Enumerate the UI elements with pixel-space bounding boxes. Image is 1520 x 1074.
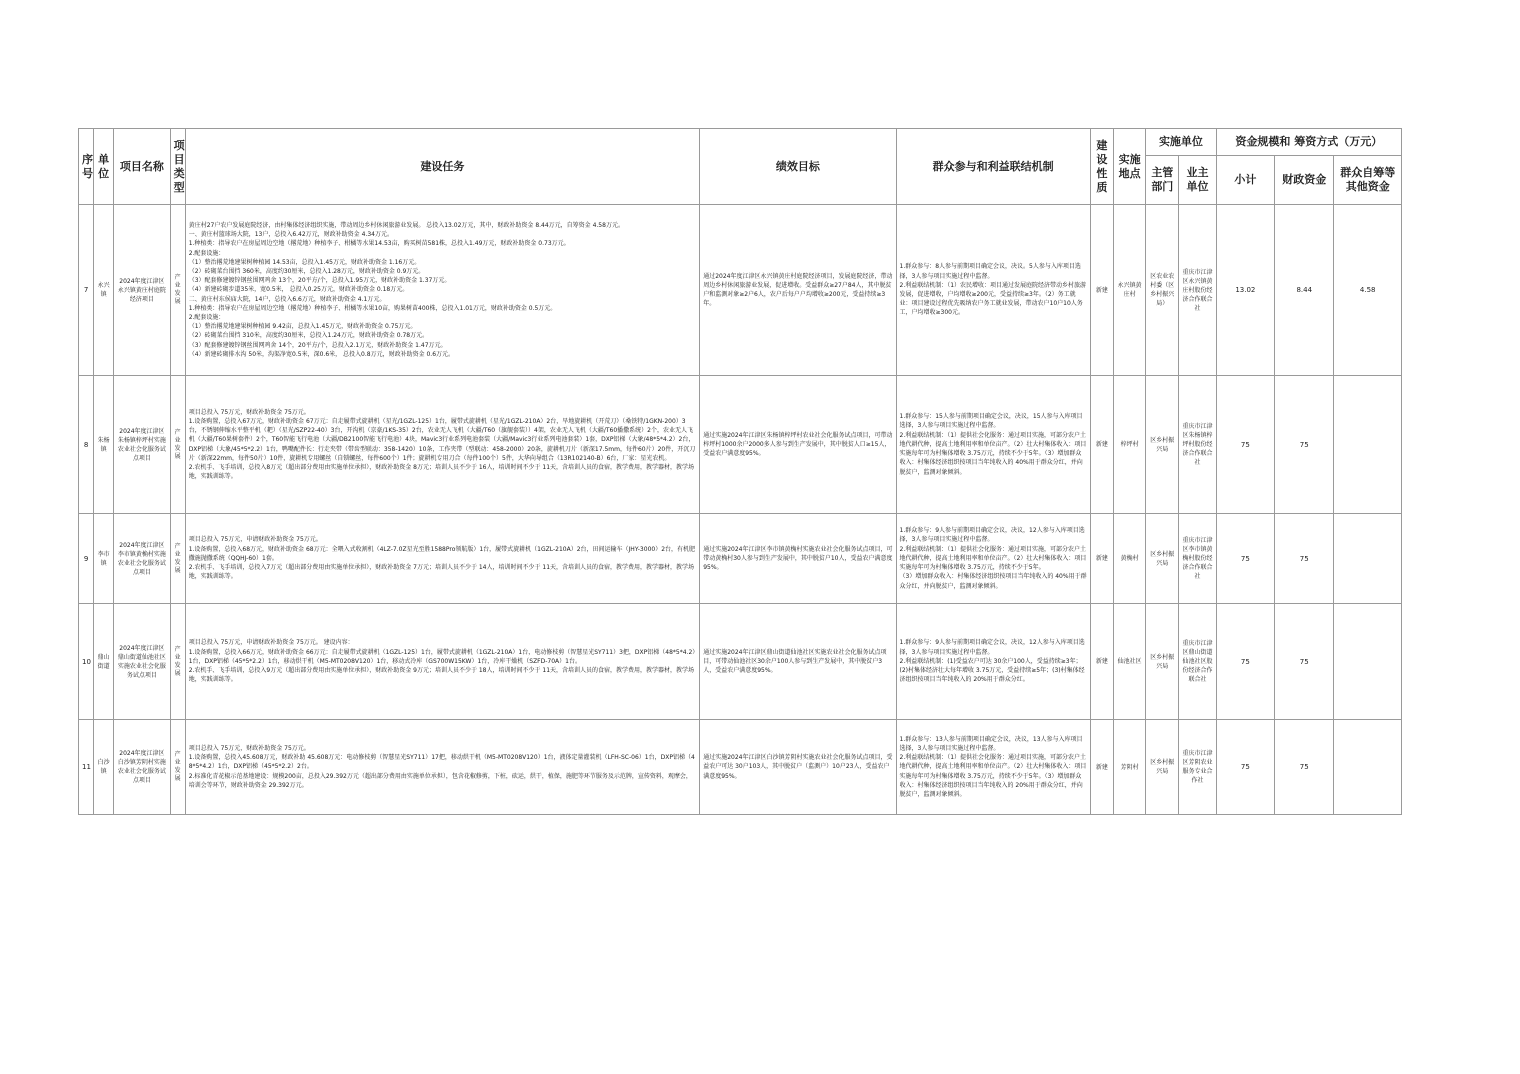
mechanism-line: 1.群众参与：13人参与前期项目确定会议，决议，13人参与入库项目选择，3人参与项目实施过程中监督。 (899, 735, 1083, 752)
header-mechanism: 群众参与和利益联结机制 (896, 129, 1090, 205)
cell-owner: 重庆市江津区永兴镇黄庄村股份经济合作联合社 (1179, 205, 1216, 376)
cell-subtotal: 75 (1216, 720, 1274, 815)
header-location: 实施地点 (1113, 129, 1145, 205)
task-line: 项目总投入 75万元，财政补助资金 75万元。 (188, 744, 310, 752)
cell-self-raised (1334, 514, 1402, 604)
header-impl-group: 实施单位 (1146, 129, 1216, 156)
table-body (79, 205, 1402, 815)
cell-project-type-char: 展 (174, 566, 181, 574)
cell-project-type-char: 发 (174, 661, 181, 669)
cell-fiscal: 8.44 (1275, 205, 1334, 376)
cell-self-raised (1334, 376, 1402, 514)
cell-project-name: 2024年度江津区白沙镇芳阴村实施农业社会化服务试点项目 (114, 720, 170, 815)
task-line: （2）砖砌菜台围挡 310米，高度约30厘米，总投入1.24万元，财政补助资金 0.78万元。 (188, 332, 429, 340)
task-line: 二、黄庄村东侯庙大院，14户，总投入6.6万元，财政补助资金 4.1万元。 (188, 295, 386, 303)
mechanism-line: （3）增加群众收入：村集体经济组织按项目当年纯收入的 40%用于群众分红，并向脱贫户，监测对象倾斜。 (899, 573, 1087, 590)
cell-project-type-char: 产 (174, 428, 181, 436)
cell-project-type-char: 业 (174, 282, 181, 289)
cell-project-type-char: 产 (174, 542, 181, 550)
cell-task (185, 205, 700, 376)
cell-self-raised (1334, 604, 1402, 720)
task-line: 项目总投入 75万元，申请财政补助资金 75万元。 建设内容： (188, 639, 354, 647)
cell-project-type-char: 产 (174, 751, 181, 758)
cell-project-type-char: 发 (174, 767, 181, 774)
cell-task (185, 514, 700, 604)
task-line: 项目总投入 75万元，申请财政补助资金 75万元。 (188, 536, 322, 544)
header-project-name: 项目名称 (114, 129, 170, 205)
mechanism-line: 2.利益联结机制：（1）提供社会化服务：通过项目实施，可部分农户土地代耕代种，提高土地利用率和单位亩产。（2）壮大村集体收入：项目实施每年可为村集体增收 3.75万元，持续不少于5年。（3）增加群众收入：村集体经济组织按项目当年纯收入的 40%用于群众分红，并向脱贫户，监测对象倾斜。 (899, 431, 1087, 476)
table-row (79, 720, 1402, 815)
mechanism-line: 2.利益联结机制：（1）农民增收：项目通过发展庭院经济带动乡村旅游发展，促进增收，户均增收≥200元，受益持续≥3年。（2）务工就业：项目建设过程优先吸纳农户务工就业发展，带动农户10户10人务工，户均增收≥300元。 (899, 281, 1087, 317)
cell-location: 芳阴村 (1113, 720, 1145, 815)
task-line: 2.农机手、飞手培训，总投入8万元（超出部分费用由实施单位承担），财政补助资金 8万元；培训人员不少于 16人，培训时间不少于 11天，含培训人员的食宿，教学费用，教学器材，教学场地，实践训练等。 (188, 463, 695, 481)
cell-location: 黄桷村 (1113, 514, 1145, 604)
table-row (79, 376, 1402, 514)
cell-nature: 新建 (1090, 376, 1113, 514)
task-line: （1）整治撂荒地建果树种植园 14.53亩，总投入1.45万元，财政补助资金 1.16万元。 (188, 258, 421, 266)
mechanism-line: 2.利益联结机制：（1）提供社会化服务：通过项目实施，可部分农户土地代耕代种，提高土地利用率和单位亩产。（2）壮大村集体收入：项目实施每年可为村集体增收 3.75万元，持续不少于5年。（3）增加群众收入：村集体经济组织按项目当年纯收入的 20%用于群众分红，并向脱贫户，监测对象倾斜。 (899, 754, 1087, 798)
task-line: 1.设备购置，总投入68万元，财政补助资金 68万元：全喂入式收割机（4LZ-7.0Z星光至胜1588Pro领航版）1台，履带式旋耕机（1GZL-210A）2台，田间运输车（JHY-3000）2台，有机肥撒施抛撒系统（QQHJ-60）1套。 (188, 545, 696, 562)
task-line: 2.农机手、飞手培训，总投入7万元（超出部分费用由实施单位承担），财政补助资金 7万元；培训人员不少于 14人，培训时间不少于 11天，含培训人员的食宿，教学费用，教学器材，教学场地，实践训练等。 (188, 564, 695, 581)
cell-dept: 区农业农村委（区乡村振兴局） (1146, 205, 1179, 376)
mechanism-line: 2.利益联结机制：(1)受益农户可达 30余户100人，受益持续≥3年；(2)村集体经济壮大每年增收 3.75万元，受益持续≥5年；(3)村集体经济组织按项目当年纯收入的 20%用于群众分红。 (899, 657, 1085, 684)
cell-unit: 李市镇 (94, 514, 114, 604)
table-row (79, 604, 1402, 720)
cell-project-type (170, 604, 185, 720)
header-owner: 业主单位 (1179, 155, 1216, 204)
table-row (79, 205, 1402, 376)
cell-project-type-char: 展 (174, 298, 181, 305)
cell-project-type-char: 业 (174, 550, 181, 558)
cell-project-type-char: 发 (174, 290, 181, 297)
cell-unit: 鼎山街道 (94, 604, 114, 720)
mechanism-line: 1.群众参与：15人参与前期项目确定会议，决议，15人参与入库项目选择，3人参与项目实施过程中监督。 (899, 413, 1083, 430)
cell-subtotal: 13.02 (1216, 205, 1274, 376)
cell-fiscal: 75 (1275, 720, 1334, 815)
cell-unit: 白沙镇 (94, 720, 114, 815)
task-line: 1.设备购置，总投入66万元，财政补助资金 66万元：自走履带式旋耕机（1GZL-125）1台，履带式旋耕机（1GZL-210A）1台，电动修枝剪（智慧星光SY711）3把，DXP铝梯（48*5*4.2）1台，DXP铝梯（45*5*2.2）1台，移动烘干机（M5-MT0208V120）1台，移动式冷库（GS700W15KW）1台，冷库干燥机（SZFD-70A）1台。 (188, 648, 696, 665)
task-line: （4）新建砖砌步道35米，宽0.5米， 总投入0.25万元，财政补助资金 0.18万元。 (188, 286, 409, 294)
cell-fiscal: 75 (1275, 376, 1334, 514)
cell-task (185, 604, 700, 720)
cell-self-raised (1334, 720, 1402, 815)
cell-project-type-char: 展 (174, 452, 181, 460)
mechanism-line: 2.利益联结机制：（1）提供社会化服务：通过项目实施，可部分农户土地代耕代种，提高土地利用率和单位亩产。（2）壮大村集体收入：项目实施每年可为村集体增收 3.75万元，持续不少于5年。 (899, 545, 1087, 572)
cell-project-type-char: 发 (174, 558, 181, 566)
cell-location: 梓坪村 (1113, 376, 1145, 514)
cell-project-type-char: 业 (174, 759, 181, 766)
task-line: 2.农机手、飞手培训，总投入9万元（超出部分费用由实施单位承担），财政补助资金 9万元；培训人员不少于 18人，培训时间不少于 11天，含培训人员的食宿，教学费用，教学器材，教学场地，实践训练等。 (188, 667, 695, 684)
cell-project-type (170, 376, 185, 514)
cell-nature: 新建 (1090, 720, 1113, 815)
task-line: 项目总投入 75万元，财政补助资金 75万元。 (188, 408, 310, 416)
cell-project-type-char: 发 (174, 444, 181, 452)
cell-dept: 区乡村振兴局 (1146, 376, 1179, 514)
cell-unit: 朱杨镇 (94, 376, 114, 514)
task-line: 1.种植类：指导农户在房屋周边空地（撂荒地）种植李子、柑橘等水果10亩，购果树苗400株，总投入1.01万元，财政补助资金 0.5万元。 (188, 304, 557, 312)
cell-fiscal: 75 (1275, 604, 1334, 720)
cell-self-raised: 4.58 (1334, 205, 1402, 376)
cell-project-type-char: 业 (174, 653, 181, 661)
cell-seq: 7 (79, 205, 94, 376)
cell-nature: 新建 (1090, 604, 1113, 720)
cell-seq: 9 (79, 514, 94, 604)
cell-nature: 新建 (1090, 514, 1113, 604)
cell-owner: 重庆市江津区鼎山街道仙池社区股份经济合作联合社 (1179, 604, 1216, 720)
header-nature: 建设性质 (1090, 129, 1113, 205)
header-unit: 单位 (94, 129, 114, 205)
cell-project-name: 2024年度江津区永兴镇黄庄村庭院经济项目 (114, 205, 170, 376)
cell-subtotal: 75 (1216, 604, 1274, 720)
cell-project-type-char: 展 (174, 775, 181, 782)
cell-project-name: 2024年度江津区鼎山街道仙池社区实施农业社会化服务试点项目 (114, 604, 170, 720)
cell-location: 永兴镇黄庄村 (1113, 205, 1145, 376)
cell-mechanism (896, 205, 1090, 376)
task-line: 一、黄庄村篮球场大院，13户，总投入6.42万元，财政补助资金 4.34万元。 (188, 231, 393, 239)
task-line: 2.标准化青花椒示范基地建设：规模200亩，总投入29.392万元（超出部分费用由实施单位承担），包含花椒修剪，下桩，砍运，烘干，植保，施肥等环节服务及示范牌，宣传资料，观摩会，培训会等环节，财政补助资金 29.392万元。 (188, 772, 692, 789)
task-line: 黄庄村27户农户发展庭院经济，由村集体经济组织实施，带动周边乡村休闲旅游业发展。 总投入13.02万元，其中，财政补助资金 8.44万元，自筹资金 4.58万元。 (188, 221, 624, 229)
cell-goal: 通过实施2024年江津区朱杨镇梓坪村农业社会化服务试点项目，可带动梓坪村1000余户2000多人参与到生产发展中，其中脱贫人口≥15人，受益农户满意度95%。 (700, 376, 896, 514)
header-project-type: 项目类型 (170, 129, 185, 205)
cell-seq: 11 (79, 720, 94, 815)
cell-goal: 通过2024年度江津区永兴镇黄庄村庭院经济项目，发展庭院经济，带动周边乡村休闲旅游业发展，促进增收。受益群众≥27户84人，其中脱贫户和监测对象≥2户6人，农户后每户户均增收≥200元，受益持续≥3年。 (700, 205, 896, 376)
task-line: （4）新建砖砌排水沟 50米，沟渠净宽0.5米，深0.6米， 总投入0.8万元，财政补助资金 0.6万元。 (188, 350, 455, 358)
header-self-raised: 群众自筹等其他资金 (1334, 155, 1402, 204)
cell-project-type-char: 展 (174, 669, 181, 677)
cell-owner: 重庆市江津区芳阴农业服务专业合作社 (1179, 720, 1216, 815)
cell-location: 仙池社区 (1113, 604, 1145, 720)
cell-mechanism (896, 514, 1090, 604)
task-line: 1.设备购置，总投入67万元，财政补助资金 67万元：自走履带式旋耕机（星光/1GZL-125）1台，履带式旋耕机（星光/1GZL-210A）2台，旱地旋耕机（开荒刀）（桑铁特/1GKN-200）3台，不锈钢伸缩水平整平机（耙）（星光/SZP22-40）3台，开沟机（京豪/1KS-35）2台，农业无人飞机（大疆/T60（旗舰套装））4架，农业无人飞机（大疆/T60播撒系统）2个，农业无人飞机（大疆/T60果树套件）2个，T60智能飞行电池（大疆/DB2100智能飞行电池）4块，Mavic3行业系列电池套装（大疆/Mavic3行业系列电池套装）1套，DXP铝梯（大象/48*5*4.2）2台，DXP铝梯（大象/45*5*2.2）1台，鸭嘴配件长：行走夹带（带齿型联动：358-1420）10条，工作夹带（型联动：458-2000）20条，旋耕机刀片（新深17.5mm，每件60片）20件，开沉刀片（新深22mm，每件50片）10件，旋耕机专用螺丝（自锁螺丝，每件600个）1件；旋耕机专用刀合（每件100个）5件，大华向导组合（13R102140-B）6台，厂家：星光农机。 (188, 417, 696, 462)
cell-mechanism (896, 604, 1090, 720)
cell-project-name: 2024年度江津区李市镇黄桷村实施农业社会化服务试点项目 (114, 514, 170, 604)
header-dept: 主管部门 (1146, 155, 1179, 204)
task-line: 2.配套设施： (188, 314, 225, 321)
cell-project-type-char: 产 (174, 274, 181, 281)
task-line: 1.种植类：指导农户在房屋周边空地（撂荒地）种植李子、柑橘等水果14.53亩，购买树苗581株，总投入1.49万元，财政补助资金 0.73万元。 (188, 240, 570, 248)
task-line: 1.设备购置，总投入45.608万元，财政补助 45.608万元：电动修枝剪（智慧星光SY711）17把，移动烘干机（M5-MT0208V120）1台，液体定量灌装机（LFH-SC-06）1台，DXP铝梯（48*5*4.2）1台，DXP铝梯（45*5*2.2）2台。 (188, 754, 695, 771)
cell-goal: 通过实施2024年江津区白沙镇芳阴村实施农业社会化服务试点项目，受益农户可达 30户103人，其中脱贫户（监测户）10户23人，受益农户满意度95%。 (700, 720, 896, 815)
header-task: 建设任务 (185, 129, 700, 205)
header-fiscal: 财政资金 (1275, 155, 1334, 204)
cell-owner: 重庆市江津区朱杨镇梓坪村股份经济合作联合社 (1179, 376, 1216, 514)
cell-dept: 区乡村振兴局 (1146, 514, 1179, 604)
project-table (78, 128, 1402, 815)
task-line: （3）配套修建镀锌钢丝围网鸡舍 14个，20平方/个，总投入2.1万元，财政补助资金 1.47万元。 (188, 341, 447, 349)
cell-project-name: 2024年度江津区朱杨镇梓坪村实施农业社会化服务试点项目 (114, 376, 170, 514)
header-subtotal: 小计 (1216, 155, 1274, 204)
cell-task (185, 376, 700, 514)
mechanism-line: 1.群众参与：9人参与前期项目确定会议，决议，12人参与入库项目选择，3人参与项目实施过程中监督。 (899, 527, 1085, 544)
cell-dept: 区乡村振兴局 (1146, 720, 1179, 815)
task-line: 2.配套设施： (188, 249, 225, 257)
cell-subtotal: 75 (1216, 376, 1274, 514)
header-goal: 绩效目标 (700, 129, 896, 205)
cell-project-type-char: 产 (174, 645, 181, 653)
task-line: （1）整治撂荒地建果树种植园 9.42亩，总投入1.45万元，财政补助资金 0.75万元。 (188, 323, 417, 331)
task-line: （3）配套修建镀锌钢丝围网鸡舍 13个，20平方/个，总投入1.95万元，财政补助资金 1.37万元。 (188, 277, 451, 285)
cell-subtotal: 75 (1216, 514, 1274, 604)
table-row (79, 514, 1402, 604)
cell-fiscal: 75 (1275, 514, 1334, 604)
mechanism-line: 1.群众参与：8人参与前期项目确定会议，决议。5人参与入库项目选择，3人参与项目实施过程中监督。 (899, 263, 1081, 280)
header-funds-group: 资金规模和 筹资方式（万元） (1216, 129, 1401, 156)
cell-project-type (170, 720, 185, 815)
cell-project-type (170, 205, 185, 376)
cell-goal: 通过实施2024年江津区李市镇黄桷村实施农业社会化服务试点项目，可带动黄桷村30人参与到生产发展中，其中脱贫户10人，受益农户满意度95%。 (700, 514, 896, 604)
cell-owner: 重庆市江津区李市镇黄桷村股份经济合作联合社 (1179, 514, 1216, 604)
task-line: （2）砖砌菜台围挡 360米，高度约30厘米，总投入1.28万元，财政补助资金 0.9万元。 (188, 267, 425, 275)
cell-seq: 10 (79, 604, 94, 720)
cell-dept: 区乡村振兴局 (1146, 604, 1179, 720)
cell-task (185, 720, 700, 815)
cell-seq: 8 (79, 376, 94, 514)
cell-project-type-char: 业 (174, 436, 181, 444)
mechanism-line: 1.群众参与：9人参与前期项目确定会议，决议，12人参与入库项目选择，3人参与项目实施过程中监督。 (899, 639, 1085, 656)
cell-unit: 永兴镇 (94, 205, 114, 376)
header-seq: 序号 (79, 129, 94, 205)
cell-mechanism (896, 376, 1090, 514)
cell-goal: 通过实施2024年江津区鼎山街道仙池社区实施农业社会化服务试点项目，可带动仙池社区30余户100人参与到生产发展中，其中脱贫户3人，受益农户满意度95%。 (700, 604, 896, 720)
cell-project-type (170, 514, 185, 604)
cell-mechanism (896, 720, 1090, 815)
cell-nature: 新建 (1090, 205, 1113, 376)
